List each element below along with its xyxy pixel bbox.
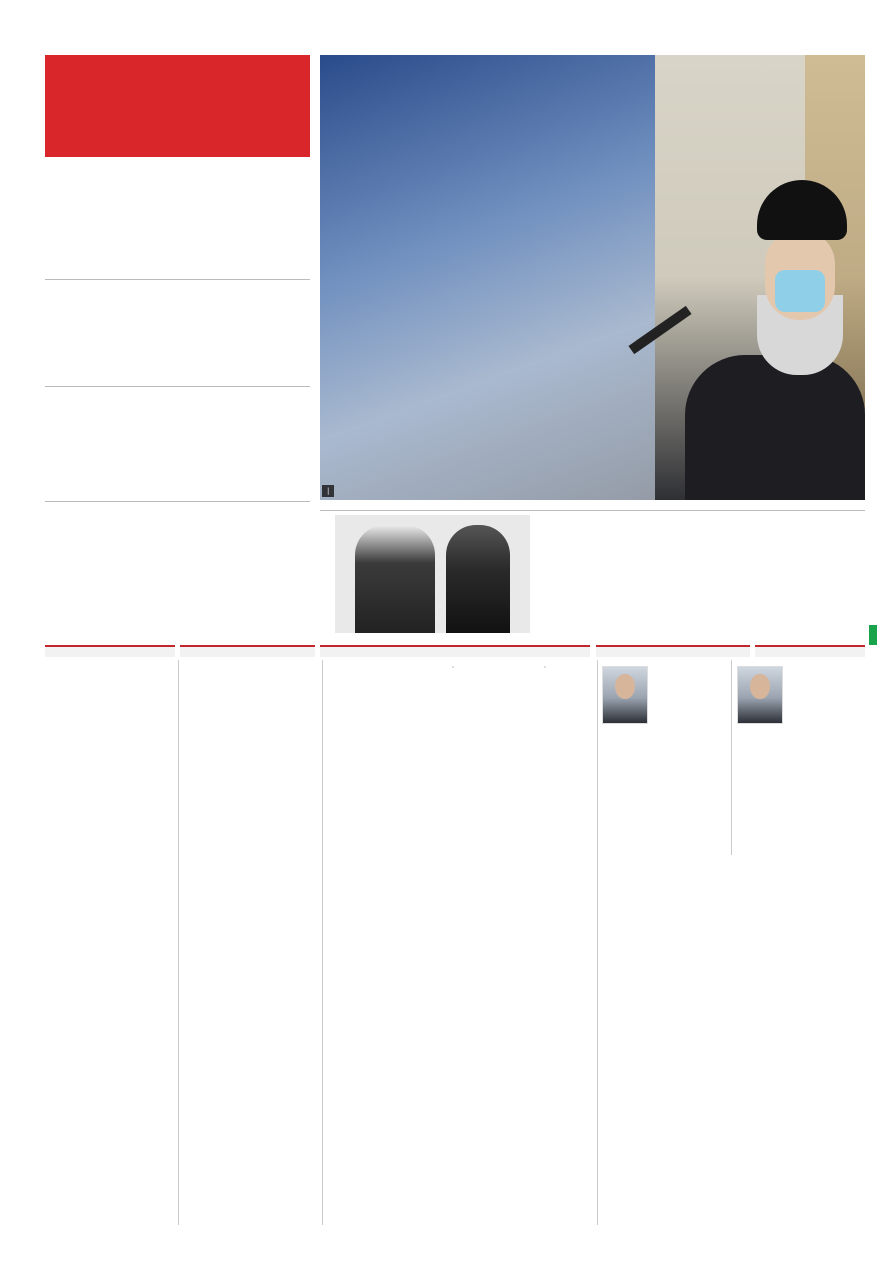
column-divider — [597, 660, 598, 1225]
lead-photo-figure-robe — [685, 355, 865, 500]
lead-photo-figure-mask — [775, 270, 825, 312]
divider — [45, 501, 310, 502]
color-marker — [869, 625, 877, 645]
section-label — [180, 645, 315, 657]
column-hijab[interactable] — [735, 660, 865, 860]
divider — [45, 386, 310, 387]
section-bar-row — [45, 645, 865, 657]
column-body — [602, 732, 726, 844]
lead-photo-caption: | — [322, 485, 334, 497]
author-face — [615, 674, 634, 700]
section-label — [755, 645, 865, 657]
column-sport[interactable] — [326, 660, 594, 910]
lead-story[interactable] — [320, 55, 865, 500]
newspaper-logo[interactable] — [163, 55, 309, 173]
author-face — [750, 674, 769, 700]
masthead-latin-bar — [45, 157, 310, 175]
hedayat-photo — [335, 515, 530, 633]
column-divider — [178, 660, 179, 1225]
section-label — [45, 645, 175, 657]
column-divider — [322, 660, 323, 1225]
column-divider — [731, 660, 732, 855]
author-photo — [737, 666, 783, 724]
story-venezuela[interactable] — [45, 284, 310, 384]
spacer — [544, 666, 546, 668]
column-raisi[interactable] — [600, 660, 728, 860]
story-hedayat[interactable] — [320, 510, 865, 633]
section-label — [596, 645, 750, 657]
spacer — [452, 666, 454, 668]
column-body — [737, 732, 863, 844]
story-jcpoa[interactable] — [45, 180, 310, 280]
portrait-elderly — [355, 525, 435, 633]
author-photo — [602, 666, 648, 724]
portrait-young — [446, 525, 510, 633]
section-label — [320, 645, 590, 657]
divider — [45, 279, 310, 280]
story-budget-violation[interactable] — [45, 390, 310, 500]
story-budget-deficit[interactable] — [45, 505, 310, 633]
masthead — [45, 55, 310, 175]
